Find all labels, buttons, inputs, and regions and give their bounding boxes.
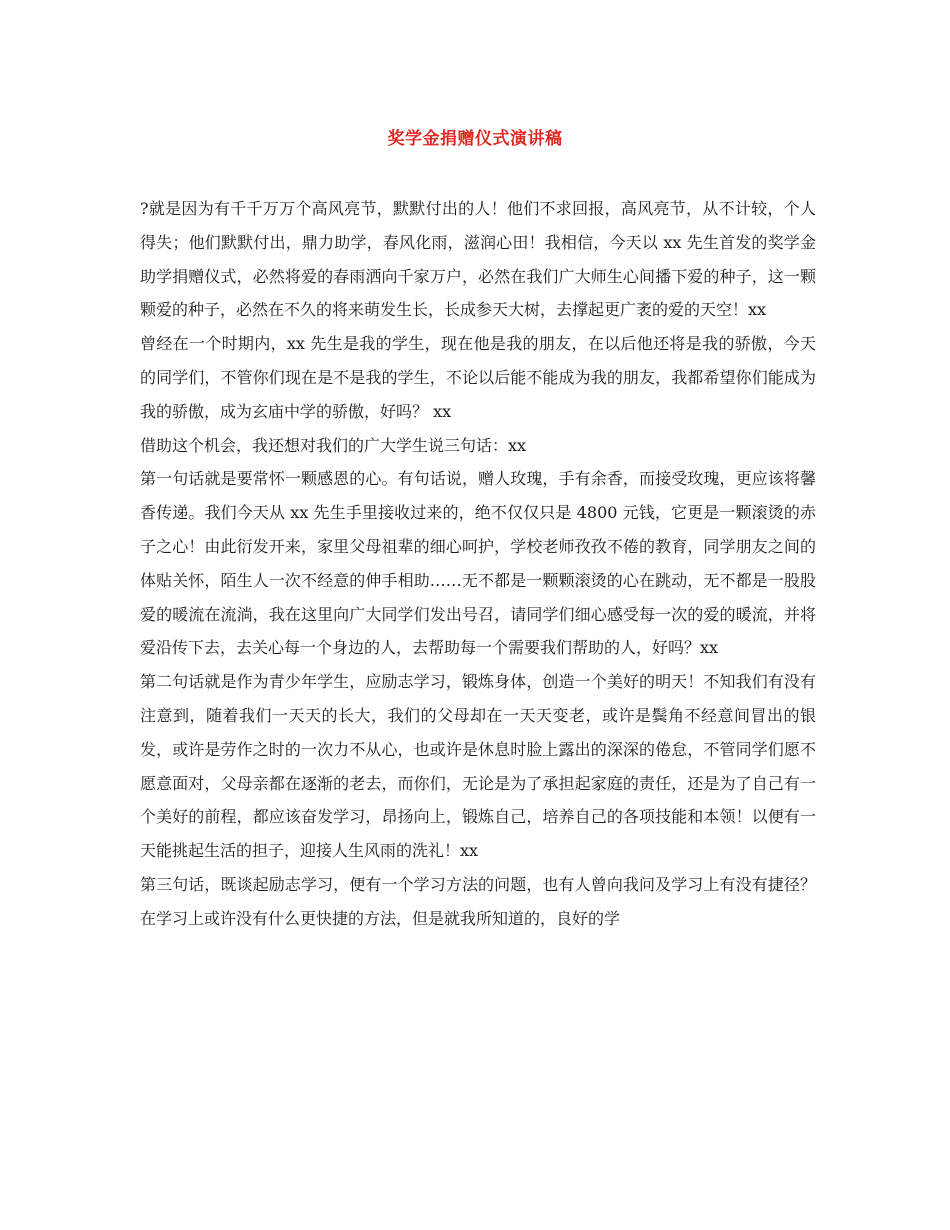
paragraph: ?就是因为有千千万万个高风亮节，默默付出的人！他们不求回报，高风亮节，从不计较，个人得失；他们默默付出，鼎力助学，春风化雨，滋润心田！我相信，今天以 xx 先生首发的奖学金助学捐赠仪式，必然将爱的春雨洒向千家万户，必然在我们广大师生心间播下爱的种子，这一颗颗爱的种子，必然在不久的将来萌发生长，长成参天大树，去撑起更广袤的爱的天空！xx xyxy=(140,199,816,320)
paragraph: 借助这个机会，我还想对我们的广大学生说三句话：xx xyxy=(140,435,527,455)
document-title: 奖学金捐赠仪式演讲稿 xyxy=(387,129,563,149)
document-body xyxy=(140,192,816,936)
paragraph: 曾经在一个时期内，xx 先生是我的学生，现在他是我的朋友，在以后他还将是我的骄傲，今天的同学们，不管你们现在是不是我的学生，不论以后能不能成为我的朋友，我都希望你们能成为我的骄傲，成为玄庙中学的骄傲，好吗？ xx xyxy=(140,334,816,421)
paragraph: 第三句话，既谈起励志学习，便有一个学习方法的问题，也有人曾向我问及学习上有没有捷径？在学习上或许没有什么更快捷的方法，但是就我所知道的，良好的学 xyxy=(140,874,816,928)
paragraph: 第一句话就是要常怀一颗感恩的心。有句话说，赠人玫瑰，手有余香，而接受玫瑰，更应该将馨香传递。我们今天从 xx 先生手里接收过来的，绝不仅仅只是 4800 元钱，它更是一颗滚烫的赤子之心！由此衍发开来，家里父母祖辈的细心呵护，学校老师孜孜不倦的教育，同学朋友之间的体贴关怀，陌生人一次不经意的伸手相助……无不都是一颗颗滚烫的心在跳动，无不都是一股股爱的暖流在流淌，我在这里向广大同学们发出号召，请同学们细心感受每一次的爱的暖流，并将爱沿传下去，去关心每一个身边的人，去帮助每一个需要我们帮助的人，好吗？xx xyxy=(140,469,816,658)
paragraph: 第二句话就是作为青少年学生，应励志学习，锻炼身体，创造一个美好的明天！不知我们有没有注意到，随着我们一天天的长大，我们的父母却在一天天变老，或许是鬓角不经意间冒出的银发，或许是劳作之时的一次力不从心，也或许是休息时脸上露出的深深的倦怠，不管同学们愿不愿意面对，父母亲都在逐渐的老去，而你们，无论是为了承担起家庭的责任，还是为了自己有一个美好的前程，都应该奋发学习，昂扬向上，锻炼自己，培养自己的各项技能和本领！以便有一天能挑起生活的担子，迎接人生风雨的洗礼！xx xyxy=(140,672,816,861)
